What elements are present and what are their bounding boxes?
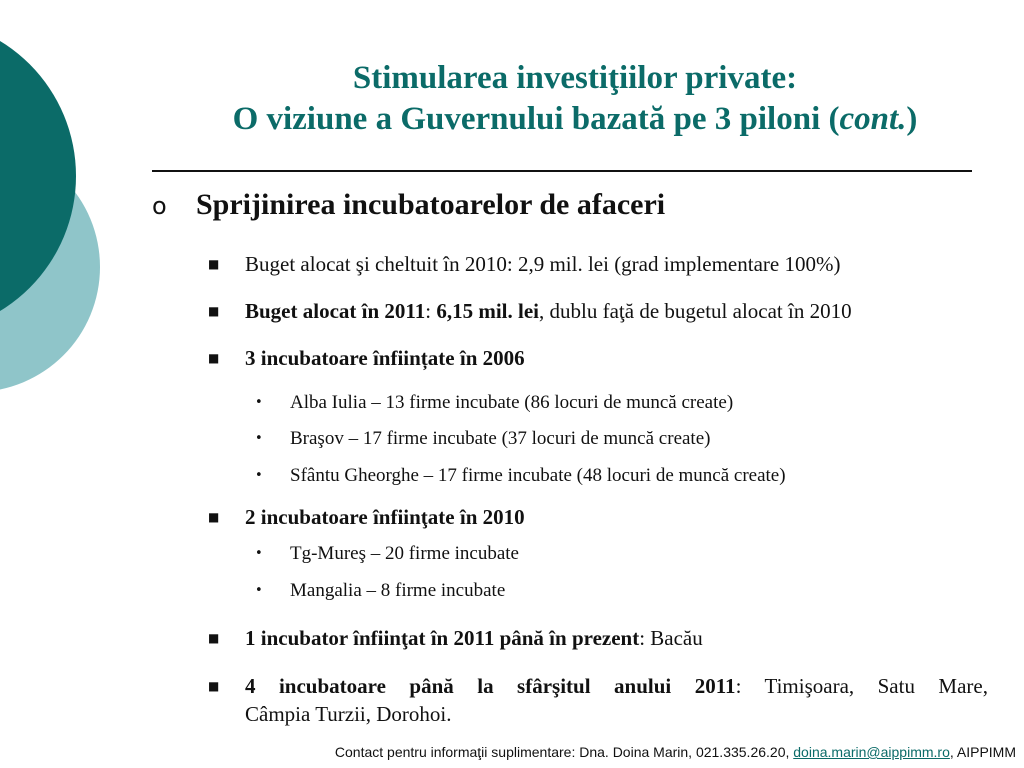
section-heading [152,188,665,222]
list-item-text: 4 incubatoare până la sfârşitul anului 2011: Timişoara, Satu Mare, Câmpia Turzii, Dorohoi. [245,674,988,726]
title-line-2: O viziune a Guvernului bazată pe 3 piloni (cont.) [232,101,918,137]
list-item-text: 2 incubatoare înfiinţate în 2010 [245,505,525,529]
square-bullet-icon: ■ [208,510,220,524]
dot-bullet-icon: • [255,468,263,483]
square-bullet-icon: ■ [208,304,220,318]
sub-list-item-text: Mangalia – 8 firme incubate [290,580,506,601]
sub-list-item-text: Braşov – 17 firme incubate (37 locuri de muncă create) [290,428,711,449]
list-item-text: Buget alocat în 2011: 6,15 mil. lei, dublu faţă de bugetul alocat în 2010 [245,299,852,323]
list-item-text: 3 incubatoare înființate în 2006 [245,346,525,370]
email-link[interactable]: doina.marin@aippimm.ro [793,744,950,760]
slide-title [140,58,1010,140]
title-line-1: Stimularea investiţiilor private: [352,60,798,96]
list-item-text: 1 incubator înfiinţat în 2011 până în prezent: Bacău [245,626,703,650]
square-bullet-icon: ■ [208,257,220,271]
square-bullet-icon: ■ [208,679,220,693]
hollow-bullet-icon: o [152,192,167,220]
dot-bullet-icon: • [255,583,263,598]
dot-bullet-icon: • [255,395,263,410]
list-item-text: Buget alocat şi cheltuit în 2010: 2,9 mil. lei (grad implementare 100%) [245,252,841,276]
dot-bullet-icon: • [255,546,263,561]
contact-footer: Contact pentru informaţii suplimentare: Dna. Doina Marin, 021.335.26.20, doina.marin@aippimm.ro, AIPPIMM [334,744,1016,760]
section-heading-text: Sprijinirea incubatoarelor de afaceri [196,188,666,221]
sub-list-item-text: Alba Iulia – 13 firme incubate (86 locuri de muncă create) [290,392,734,413]
sub-list-item-text: Tg-Mureş – 20 firme incubate [290,543,519,564]
sub-list-item-text: Sfântu Gheorghe – 17 firme incubate (48 locuri de muncă create) [290,465,786,486]
square-bullet-icon: ■ [208,631,220,645]
square-bullet-icon: ■ [208,351,220,365]
title-divider [152,170,972,172]
dot-bullet-icon: • [255,431,263,446]
